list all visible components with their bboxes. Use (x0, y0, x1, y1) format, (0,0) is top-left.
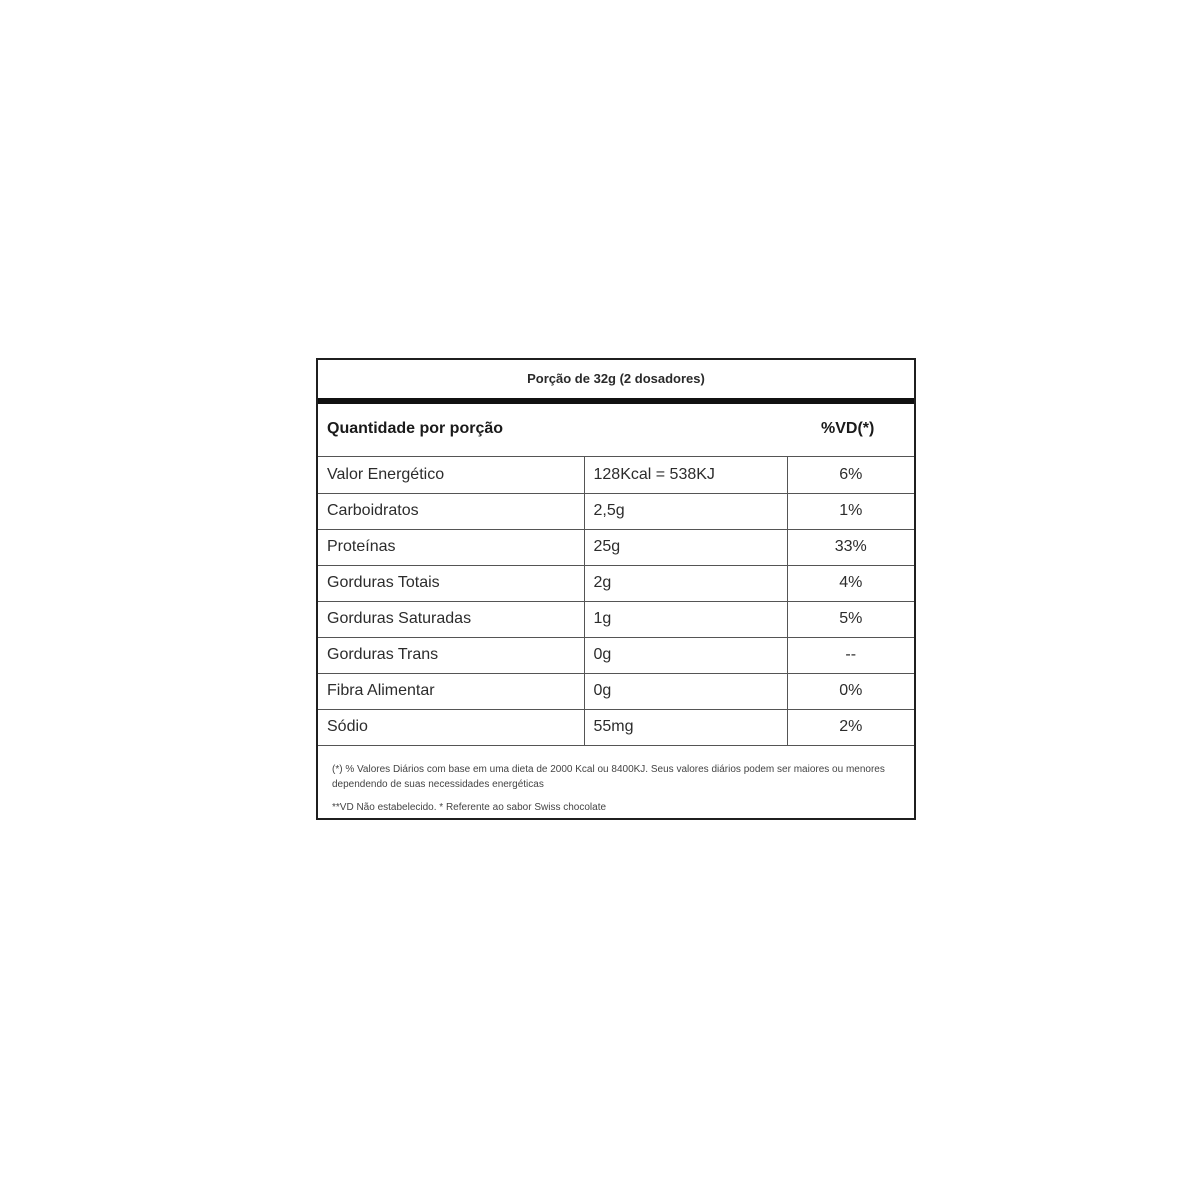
nutrient-name: Gorduras Totais (318, 565, 584, 601)
table-row (318, 565, 914, 601)
nutrient-amount: 0g (584, 637, 787, 673)
nutrient-vd: 1% (787, 493, 914, 529)
nutrient-vd: 4% (787, 565, 914, 601)
table-row (318, 709, 914, 745)
nutrient-amount: 2,5g (584, 493, 787, 529)
nutrient-amount: 2g (584, 565, 787, 601)
footnote-daily-values: (*) % Valores Diários com base em uma dieta de 2000 Kcal ou 8400KJ. Seus valores diários podem ser maiores ou menores dependendo de suas necessidades energéticas (332, 763, 885, 790)
nutrient-vd: -- (787, 637, 914, 673)
nutrient-name: Gorduras Saturadas (318, 601, 584, 637)
nutrients-table (318, 457, 914, 746)
nutrient-name: Carboidratos (318, 493, 584, 529)
portion-size: Porção de 32g (2 dosadores) (527, 371, 705, 386)
nutrient-amount: 1g (584, 601, 787, 637)
table-row (318, 457, 914, 493)
nutrient-name: Valor Energético (318, 457, 584, 493)
nutrient-vd: 0% (787, 673, 914, 709)
table-header (318, 404, 914, 457)
nutrient-name: Proteínas (318, 529, 584, 565)
nutrient-amount: 0g (584, 673, 787, 709)
nutrition-facts-label (316, 358, 916, 820)
table-row (318, 601, 914, 637)
table-row (318, 637, 914, 673)
nutrient-name: Gorduras Trans (318, 637, 584, 673)
table-row (318, 493, 914, 529)
nutrient-vd: 6% (787, 457, 914, 493)
nutrient-amount: 25g (584, 529, 787, 565)
header-daily-value: %VD(*) (821, 420, 875, 437)
nutrient-name: Fibra Alimentar (318, 673, 584, 709)
nutrient-vd: 33% (787, 529, 914, 565)
footnote-vd-not-established: **VD Não estabelecido. * Referente ao sabor Swiss chocolate (332, 801, 607, 813)
nutrient-vd: 2% (787, 709, 914, 745)
table-row (318, 529, 914, 565)
nutrient-vd: 5% (787, 601, 914, 637)
nutrient-name: Sódio (318, 709, 584, 745)
nutrient-amount: 55mg (584, 709, 787, 745)
header-quantity: Quantidade por porção (327, 420, 504, 437)
table-row (318, 673, 914, 709)
nutrient-amount: 128Kcal = 538KJ (584, 457, 787, 493)
footnotes (318, 746, 914, 815)
